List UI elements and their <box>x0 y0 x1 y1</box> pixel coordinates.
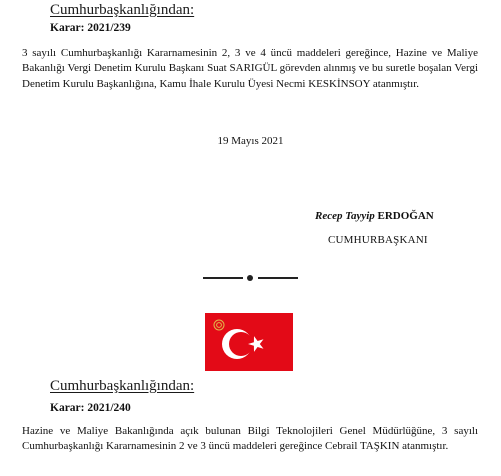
divider-line-left <box>203 277 243 279</box>
decree-239-text: 3 sayılı Cumhurbaşkanlığı Kararnamesinin 2, 3 ve 4 üncü maddeleri gereğince, Hazine ve Maliye Bakanlığı Vergi Denetim Kurulu Başkanı Suat SARIGÜL görevden alınmış ve bu suretle boşalan Vergi Denetim Kurulu Başkanlığına, Kamu İhale Kurulu Üyesi Necmi KESKİNSOY atanmıştır. <box>22 47 478 90</box>
decree-240-heading: Cumhurbaşkanlığından: <box>50 378 195 394</box>
divider-dot <box>247 275 253 281</box>
signature-first-name: Recep Tayyip <box>315 210 375 222</box>
turkish-flag-icon <box>205 313 293 371</box>
decree-date: 19 Mayıs 2021 <box>217 135 284 147</box>
divider-line-right <box>258 277 298 279</box>
decree-239-heading: Cumhurbaşkanlığından: <box>50 2 195 18</box>
section-divider <box>203 273 298 283</box>
signature-title: CUMHURBAŞKANI <box>328 234 428 246</box>
decree-240-text: Hazine ve Maliye Bakanlığında açık bulunan Bilgi Teknolojileri Genel Müdürlüğüne, 3 sayılı Cumhurbaşkanlığı Kararnamesinin 2 ve 3 üncü maddeleri gereğince Cebrail TAŞKIN atanmıştır. <box>22 425 478 453</box>
decree-239-label: Karar: 2021/239 <box>50 22 131 34</box>
signature-name <box>315 210 434 222</box>
signature-last-name: ERDOĞAN <box>377 210 434 222</box>
decree-240-label: Karar: 2021/240 <box>50 402 131 414</box>
